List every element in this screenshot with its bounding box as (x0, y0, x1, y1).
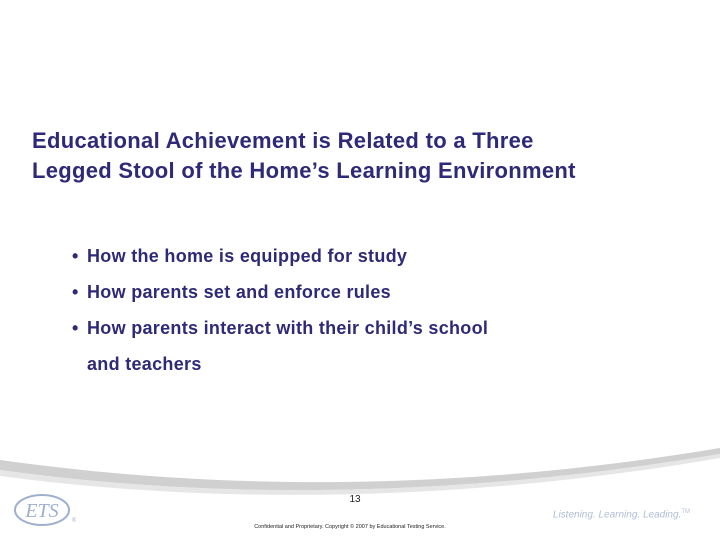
logo-registered-mark: ® (72, 518, 76, 524)
tagline (553, 509, 690, 520)
logo-text: ETS (25, 500, 59, 522)
bullet-item-equipped (72, 238, 672, 274)
tagline-trademark: TM (681, 509, 690, 515)
tagline-text: Listening. Learning. Leading. (552, 509, 682, 521)
ets-logo (12, 492, 76, 528)
bullet-text: How the home is equipped for study (87, 246, 408, 266)
confidential-notice: Confidential and Proprietary. Copyright © 2007 by Educational Testing Service. (254, 524, 446, 530)
title-line-2: Legged Stool of the Home’s Learning Environment (32, 158, 576, 183)
bullet-text: How parents set and enforce rules (87, 282, 391, 302)
bullet-item-rules (72, 274, 672, 310)
bullet-text: How parents interact with their child’s school (87, 318, 489, 338)
bullet-list (72, 238, 672, 382)
slide-title (32, 126, 712, 186)
bullet-continuation: and teachers (87, 354, 202, 374)
title-line-1: Educational Achievement is Related to a Three (32, 128, 534, 153)
page-number: 13 (349, 494, 361, 505)
bullet-item-school (72, 310, 672, 382)
